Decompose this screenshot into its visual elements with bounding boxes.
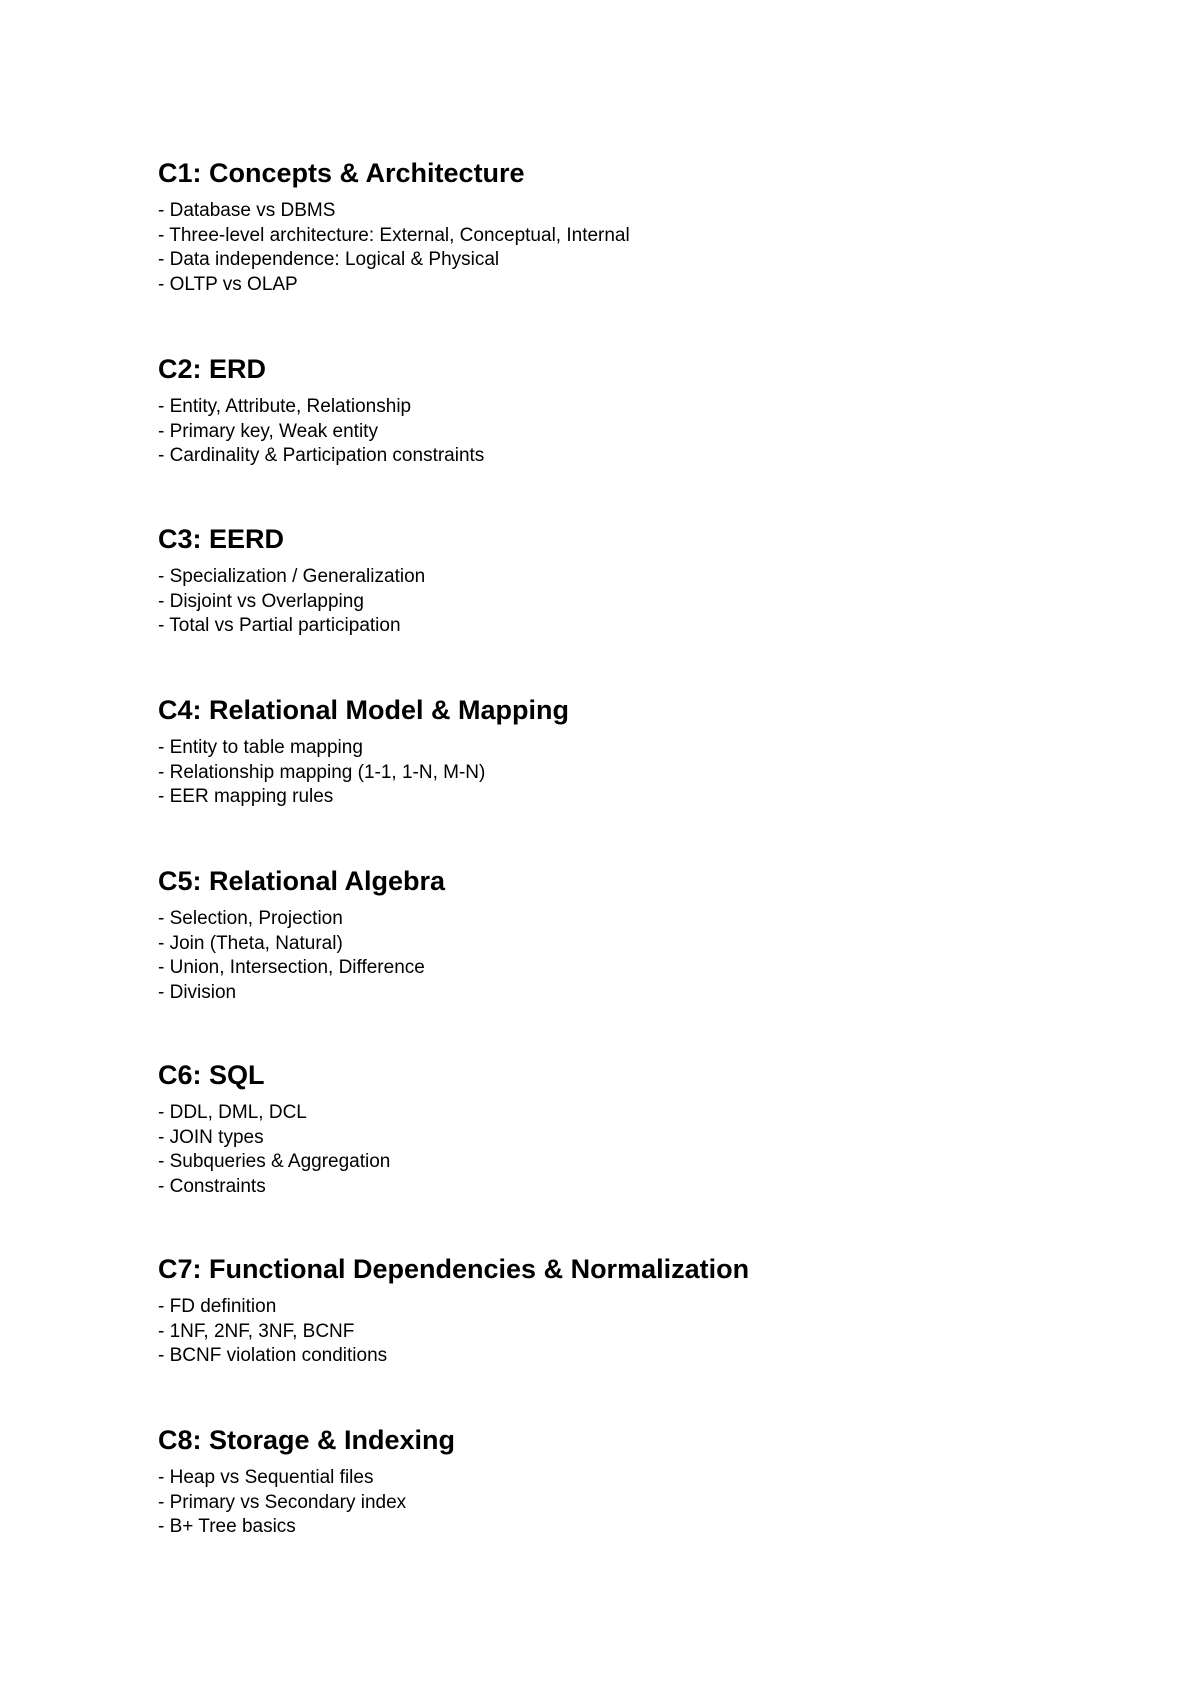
section-heading: C1: Concepts & Architecture <box>158 158 525 188</box>
topic-item: - Join (Theta, Natural) <box>158 932 343 954</box>
topic-item: - DDL, DML, DCL <box>158 1102 307 1123</box>
section-heading: C7: Functional Dependencies & Normalization <box>158 1254 750 1284</box>
section-heading: C5: Relational Algebra <box>158 866 446 896</box>
topic-item: - Division <box>158 981 237 1003</box>
topic-item: - Cardinality & Participation constraints <box>158 445 485 466</box>
section-c8 <box>158 1425 1118 1540</box>
section-c5 <box>158 866 1118 1005</box>
topic-item: - Entity, Attribute, Relationship <box>158 396 412 417</box>
topic-item: - Subqueries & Aggregation <box>158 1151 391 1172</box>
section-heading: C4: Relational Model & Mapping <box>158 695 570 725</box>
topic-item: - EER mapping rules <box>158 786 334 807</box>
section-heading: C8: Storage & Indexing <box>158 1425 456 1455</box>
topic-item: - Relationship mapping (1-1, 1-N, M-N) <box>158 761 486 783</box>
topic-item: - JOIN types <box>158 1126 264 1148</box>
topic-item: - Constraints <box>158 1175 266 1197</box>
section-c7 <box>158 1254 1118 1369</box>
topic-list <box>158 1466 1118 1540</box>
topic-item: - Selection, Projection <box>158 908 343 929</box>
topic-item: - BCNF violation conditions <box>158 1345 388 1366</box>
topic-item: - Data independence: Logical & Physical <box>158 249 500 270</box>
section-heading: C3: EERD <box>158 524 285 554</box>
topic-item: - B+ Tree basics <box>158 1516 296 1537</box>
topic-list <box>158 1101 1118 1199</box>
section-c3 <box>158 524 1118 639</box>
topic-list <box>158 199 1118 297</box>
section-heading: C6: SQL <box>158 1060 265 1090</box>
topic-item: - Heap vs Sequential files <box>158 1467 374 1488</box>
topic-list <box>158 395 1118 469</box>
topic-list <box>158 736 1118 810</box>
section-c2 <box>158 354 1118 469</box>
topic-item: - Entity to table mapping <box>158 737 363 758</box>
topic-item: - Total vs Partial participation <box>158 615 401 636</box>
section-heading: C2: ERD <box>158 354 267 384</box>
topic-item: - OLTP vs OLAP <box>158 273 298 295</box>
topic-item: - Specialization / Generalization <box>158 566 426 587</box>
topic-item: - Database vs DBMS <box>158 200 336 221</box>
topic-item: - Three-level architecture: External, Conceptual, Internal <box>158 224 630 246</box>
topic-list <box>158 907 1118 1005</box>
topic-item: - Primary key, Weak entity <box>158 420 378 442</box>
section-c4 <box>158 695 1118 810</box>
topic-item: - Primary vs Secondary index <box>158 1491 407 1513</box>
topic-item: - Disjoint vs Overlapping <box>158 590 364 612</box>
topic-item: - Union, Intersection, Difference <box>158 957 425 978</box>
topic-list <box>158 1295 1118 1369</box>
section-c1 <box>158 158 1118 297</box>
topic-item: - 1NF, 2NF, 3NF, BCNF <box>158 1320 355 1342</box>
topic-item: - FD definition <box>158 1296 277 1317</box>
topic-list <box>158 565 1118 639</box>
section-c6 <box>158 1060 1118 1199</box>
